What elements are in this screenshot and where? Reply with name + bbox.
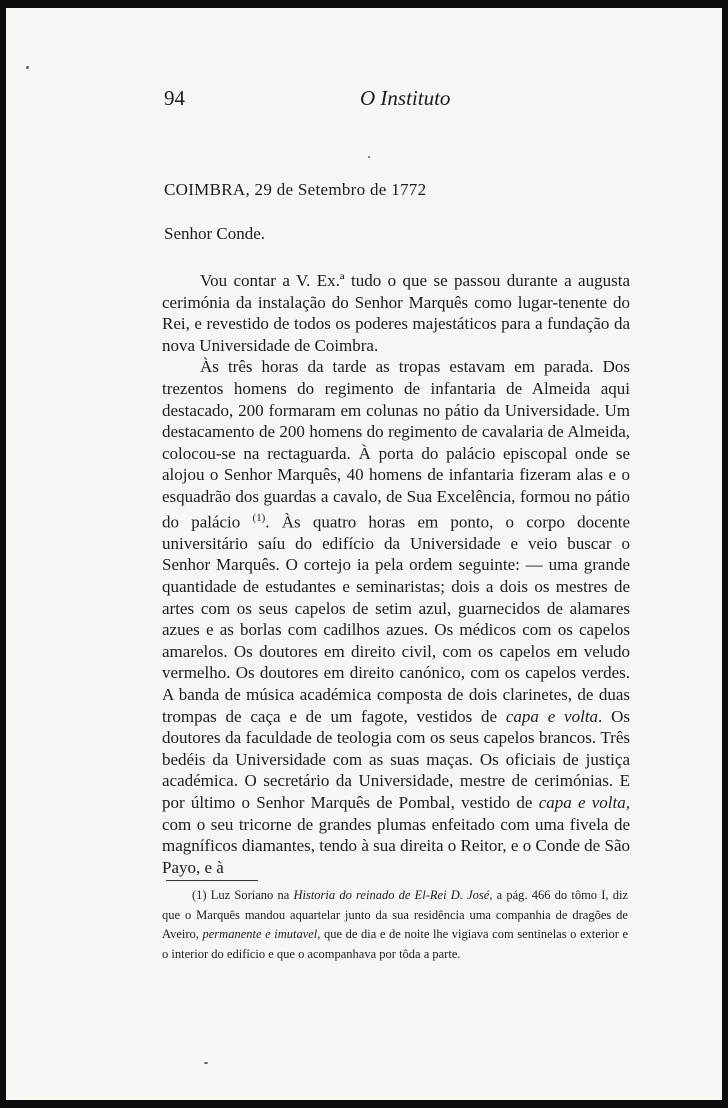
footnote-lead: (1) Luz Soriano na xyxy=(192,888,294,902)
letter-dateline: COIMBRA, 29 de Setembro de 1772 xyxy=(164,180,427,199)
paragraph-2-text: . Os doutores da faculdade de teologia com os seus capelos brancos. Três bedéis da Universidade com as suas maças. Os oficiais de justiça académica. O secretário da Universidade, mestre de cerimónias. E por último o Senhor Marquês de Pombal, vestido de xyxy=(162,706,630,812)
document-page xyxy=(6,8,722,1100)
paragraph-2-text: com o seu tricorne de grandes plumas enfeitado com uma fivela de magníficos diamantes, tendo à sua direita o Reitor, e o Conde de São Payo, e à xyxy=(162,814,630,877)
footnote-emphasis: permanente e imutavel xyxy=(202,927,318,941)
footnote-source-title: Historia do reinado de El-Rei D. José xyxy=(293,888,490,902)
italic-phrase: capa e volta xyxy=(505,706,599,726)
letter-salutation: Senhor Conde. xyxy=(164,224,266,243)
running-header xyxy=(164,86,624,116)
paragraph-1: Vou contar a V. Ex.ª tudo o que se passou durante a augusta cerimónia da instalação do Senhor Marquês como lugar-tenente do Rei, e revestido de todos os poderes majestáticos para a fundação da nova Universidade de Coimbra. xyxy=(162,271,630,355)
italic-phrase: capa e volta, xyxy=(538,792,631,812)
paragraph-2-text: . Às quatro horas em ponto, o corpo docente universitário saíu do edifício da Universidade e veio buscar o Senhor Marquês. O cortejo ia pela ordem seguinte: — uma grande quantidade de estudantes e seminaristas; dois a dois os mestres de artes com os seus capelos de setim azul, guarnecidos de alamares azues e as borlas com cadilhos azues. Os médicos com os capelos amarelos. Os doutores em direito civil, com os capelos em veludo vermelho. Os doutores em direito canónico, com os capelos verdes. A banda de música académica composta de dois clarinetes, de duas trompas de caça e de um fagote, vestidos de xyxy=(162,512,630,726)
footnote xyxy=(162,886,628,964)
paragraph-2-text: Às três horas da tarde as tropas estavam em parada. Dos trezentos homens do regimento de infantaria de Almeida aqui destacado, 200 formaram em colunas no pátio da Universidade. Um destacamento de 200 homens do regimento de cavalaria de Almeida, colocou-se na rectaguarda. À porta do palácio episcopal onde se alojou o Senhor Marquês, 40 homens de infantaria fizeram alas e o esquadrão dos guardas a cavalo, de Sua Excelência, formou no pátio do palácio xyxy=(162,357,630,532)
footnote-body: , que de dia e de noite lhe vigiava com sentinelas o exterior e o interior do edifício e que o acompanhava por tôda a parte. xyxy=(162,927,628,961)
letter-body xyxy=(162,270,630,878)
footnote-text xyxy=(162,886,628,964)
paper-speck xyxy=(204,1062,208,1064)
footnote-reference: (1) xyxy=(252,511,266,524)
paragraph-2 xyxy=(162,356,630,878)
footnote-divider xyxy=(166,880,258,881)
page-number: 94 xyxy=(164,86,185,110)
paper-speck xyxy=(368,156,370,158)
footnote-body: , a pág. 466 do tômo I, diz que o Marquês mandou aquartelar junto da sua residência uma companhia de dragões de Aveiro, xyxy=(162,888,629,941)
journal-title: O Instituto xyxy=(360,86,451,110)
paper-speck xyxy=(26,66,29,69)
